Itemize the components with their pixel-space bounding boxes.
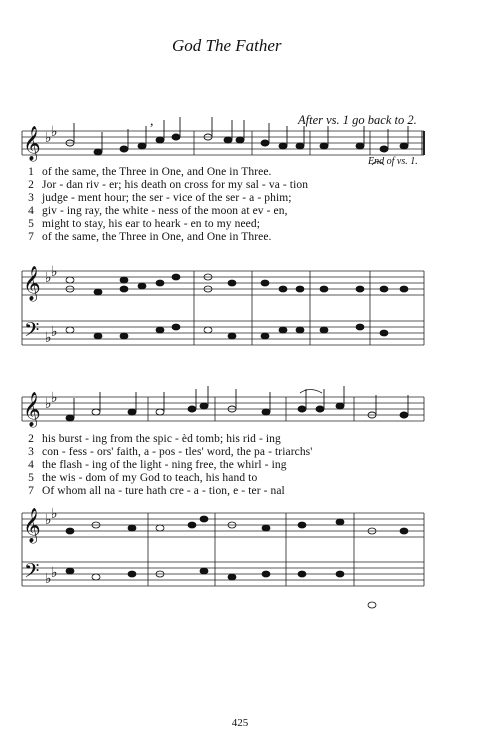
lyric-line: 3 con - fess - ors' faith, a - pos - tles' word, the pa - triarchs' — [28, 446, 313, 458]
svg-text:♭: ♭ — [45, 270, 52, 286]
piano-chords-1 — [66, 274, 408, 339]
performance-direction: After vs. 1 go back to 2. — [298, 113, 417, 127]
lyric-line: 5 might to stay, his ear to heark - en to my need; — [28, 218, 261, 230]
piano-bass-staff-2 — [22, 513, 424, 586]
svg-text:𝄢: 𝄢 — [24, 559, 40, 587]
svg-text:♭: ♭ — [45, 512, 52, 528]
svg-text:𝄞: 𝄞 — [23, 392, 41, 427]
lyric-line: 5 the wis - dom of my God to teach, his hand to — [28, 472, 258, 484]
lyric-line: 2 Jor - dan riv - er; his death on cross for my sal - va - tion — [28, 179, 309, 191]
page-number: 425 — [231, 717, 249, 729]
svg-text:♭: ♭ — [51, 324, 58, 340]
end-of-verse-note: End of vs. 1. — [368, 156, 418, 167]
piano-treble-staff-1 — [22, 271, 424, 295]
lyric-line: 4 giv - ing ray, the white - ness of the moon at ev - en, — [28, 205, 288, 217]
lyric-line: 7 Of whom all na - ture hath cre - a - tion, e - ter - nal — [28, 485, 285, 497]
svg-text:♭: ♭ — [51, 506, 58, 522]
fermata-icon — [300, 390, 322, 394]
svg-text:𝄞: 𝄞 — [23, 508, 41, 543]
lyric-line: 2 his burst - ing from the spic - èd tomb; his rid - ing — [28, 433, 281, 445]
svg-text:♭: ♭ — [51, 565, 58, 581]
svg-text:♭: ♭ — [51, 264, 58, 280]
hymn-title: God The Father — [172, 36, 282, 55]
melody-staff-2 — [22, 397, 424, 421]
fermata-icon — [372, 162, 384, 166]
svg-text:♭: ♭ — [51, 124, 58, 140]
lyric-line: 1 of the same, the Three in One, and One in Three. — [28, 166, 272, 178]
melody-notes-2 — [66, 386, 408, 421]
lyric-line: 7 of the same, the Three in One, and One in Three. — [28, 231, 272, 243]
lyric-line: 4 the flash - ing of the light - ning free, the whirl - ing — [28, 459, 287, 471]
svg-text:♭: ♭ — [45, 396, 52, 412]
svg-text:♭: ♭ — [45, 571, 52, 587]
svg-text:♭: ♭ — [45, 330, 52, 346]
svg-text:♭: ♭ — [51, 390, 58, 406]
lyric-line: 3 judge - ment hour; the ser - vice of the ser - a - phim; — [28, 192, 292, 204]
bass-clef-icon: 𝄢 — [24, 318, 40, 346]
treble-clef-icon: 𝄞 — [23, 266, 41, 301]
piano-treble-staff-2 — [22, 513, 424, 537]
breath-mark-icon: , — [150, 114, 154, 129]
treble-clef-icon: 𝄞 — [23, 126, 41, 161]
piano-bass-staff-1 — [22, 271, 424, 345]
flat-icon: ♭ — [45, 130, 52, 146]
